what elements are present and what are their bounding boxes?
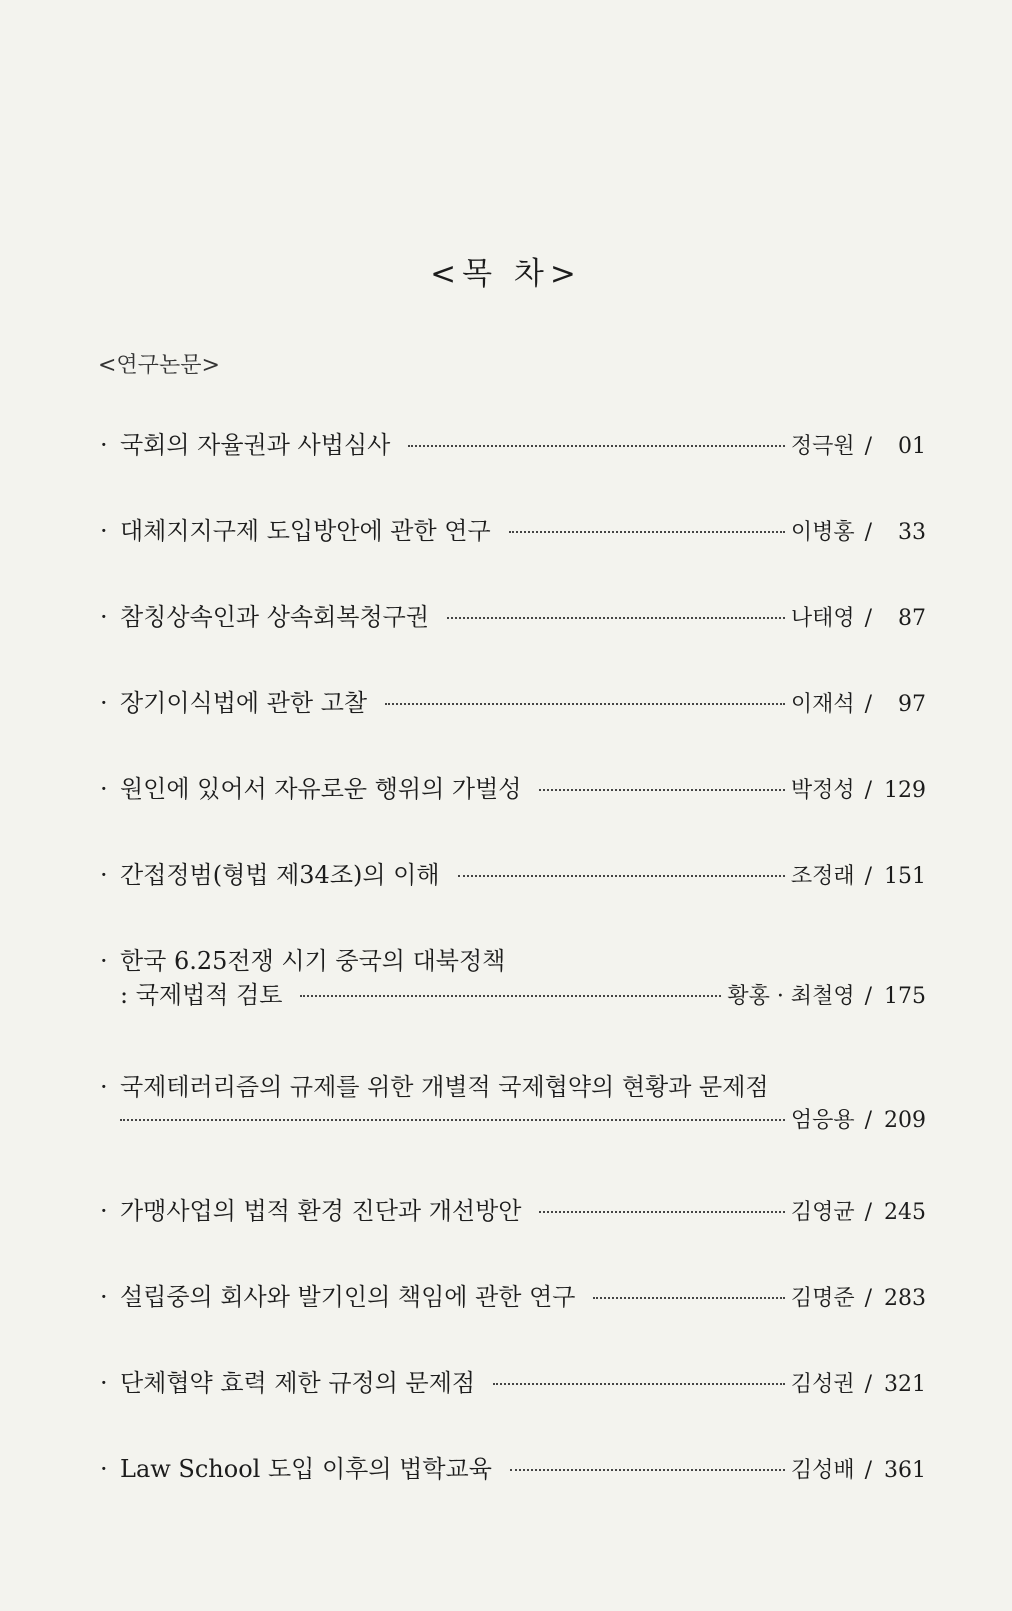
entry-page: 33: [898, 520, 926, 545]
bullet: ·: [100, 947, 108, 975]
dot-leader: [120, 1119, 785, 1121]
entry-title: Law School 도입 이후의 법학교육: [120, 1455, 492, 1483]
entry-title: 한국 6.25전쟁 시기 중국의 대북정책: [120, 947, 506, 975]
bullet: ·: [100, 1073, 108, 1101]
bullet: ·: [100, 1455, 108, 1483]
dot-leader: [593, 1297, 784, 1299]
entry-page: 175: [884, 984, 926, 1009]
toc-entry[interactable]: [100, 1194, 926, 1230]
toc-entry[interactable]: [100, 428, 926, 464]
slash-separator: /: [864, 1108, 872, 1133]
dot-leader: [510, 1469, 785, 1471]
entry-author: 김성권: [790, 1372, 855, 1397]
entry-page: 01: [898, 434, 926, 459]
entry-page: 209: [884, 1108, 926, 1133]
toc-entry[interactable]: [100, 686, 926, 722]
entry-page: 321: [884, 1372, 926, 1397]
bullet: ·: [100, 689, 108, 717]
entry-page: 87: [898, 606, 926, 631]
entry-title: 국제테러리즘의 규제를 위한 개별적 국제협약의 현황과 문제점: [120, 1073, 769, 1101]
entry-subtitle: : 국제법적 검토: [120, 981, 283, 1009]
entry-title: 간접정범(형법 제34조)의 이해: [120, 861, 440, 889]
entry-title: 국회의 자율권과 사법심사: [120, 431, 391, 459]
toc-entry[interactable]: [100, 1280, 926, 1316]
bullet: ·: [100, 1197, 108, 1225]
entry-author: 이병홍: [790, 520, 855, 545]
dot-leader: [509, 531, 785, 533]
entry-author: 김성배: [790, 1458, 855, 1483]
bullet: ·: [100, 775, 108, 803]
toc-entry[interactable]: [100, 1452, 926, 1488]
toc-entry[interactable]: [100, 514, 926, 550]
toc-entry[interactable]: [100, 858, 926, 894]
entry-page: 129: [884, 778, 926, 803]
dot-leader: [539, 1211, 784, 1213]
bullet: ·: [100, 431, 108, 459]
entry-title: 가맹사업의 법적 환경 진단과 개선방안: [120, 1197, 522, 1225]
dot-leader: [385, 703, 785, 705]
slash-separator: /: [864, 692, 872, 717]
slash-separator: /: [864, 1286, 872, 1311]
toc-entry[interactable]: [100, 600, 926, 636]
entry-author: 황홍 · 최철영: [727, 984, 855, 1009]
dot-leader: [300, 995, 721, 997]
toc-list: [100, 428, 926, 1538]
slash-separator: /: [864, 778, 872, 803]
dot-leader: [493, 1383, 785, 1385]
slash-separator: /: [864, 1200, 872, 1225]
dot-leader: [408, 445, 785, 447]
dot-leader: [458, 875, 785, 877]
slash-separator: /: [864, 1458, 872, 1483]
entry-author: 김영균: [790, 1200, 855, 1225]
entry-author: 조정래: [790, 864, 855, 889]
toc-entry[interactable]: [100, 944, 926, 1014]
toc-entry[interactable]: [100, 1366, 926, 1402]
entry-author: 박정성: [790, 778, 855, 803]
slash-separator: /: [864, 606, 872, 631]
entry-author: 정극원: [790, 434, 855, 459]
entry-page: 283: [884, 1286, 926, 1311]
entry-author: 김명준: [790, 1286, 855, 1311]
entry-page: 97: [898, 692, 926, 717]
slash-separator: /: [864, 520, 872, 545]
entry-author: 이재석: [790, 692, 855, 717]
entry-author: 나태영: [790, 606, 855, 631]
toc-entry[interactable]: [100, 772, 926, 808]
dot-leader: [539, 789, 784, 791]
section-heading: <연구논문>: [98, 353, 220, 378]
slash-separator: /: [864, 434, 872, 459]
entry-title: 원인에 있어서 자유로운 행위의 가벌성: [120, 775, 522, 803]
bullet: ·: [100, 517, 108, 545]
entry-author: 엄응용: [790, 1108, 855, 1133]
entry-title: 장기이식법에 관한 고찰: [120, 689, 368, 717]
dot-leader: [447, 617, 785, 619]
bullet: ·: [100, 861, 108, 889]
entry-title: 단체협약 효력 제한 규정의 문제점: [120, 1369, 476, 1397]
bullet: ·: [100, 603, 108, 631]
slash-separator: /: [864, 1372, 872, 1397]
slash-separator: /: [864, 984, 872, 1009]
entry-page: 361: [884, 1458, 926, 1483]
slash-separator: /: [864, 864, 872, 889]
bullet: ·: [100, 1283, 108, 1311]
entry-page: 245: [884, 1200, 926, 1225]
bullet: ·: [100, 1369, 108, 1397]
entry-page: 151: [884, 864, 926, 889]
entry-title: 참칭상속인과 상속회복청구권: [120, 603, 430, 631]
toc-title: <목 차>: [430, 256, 582, 292]
toc-entry[interactable]: [100, 1070, 926, 1138]
entry-title: 대체지지구제 도입방안에 관한 연구: [120, 517, 491, 545]
entry-title: 설립중의 회사와 발기인의 책임에 관한 연구: [120, 1283, 576, 1311]
